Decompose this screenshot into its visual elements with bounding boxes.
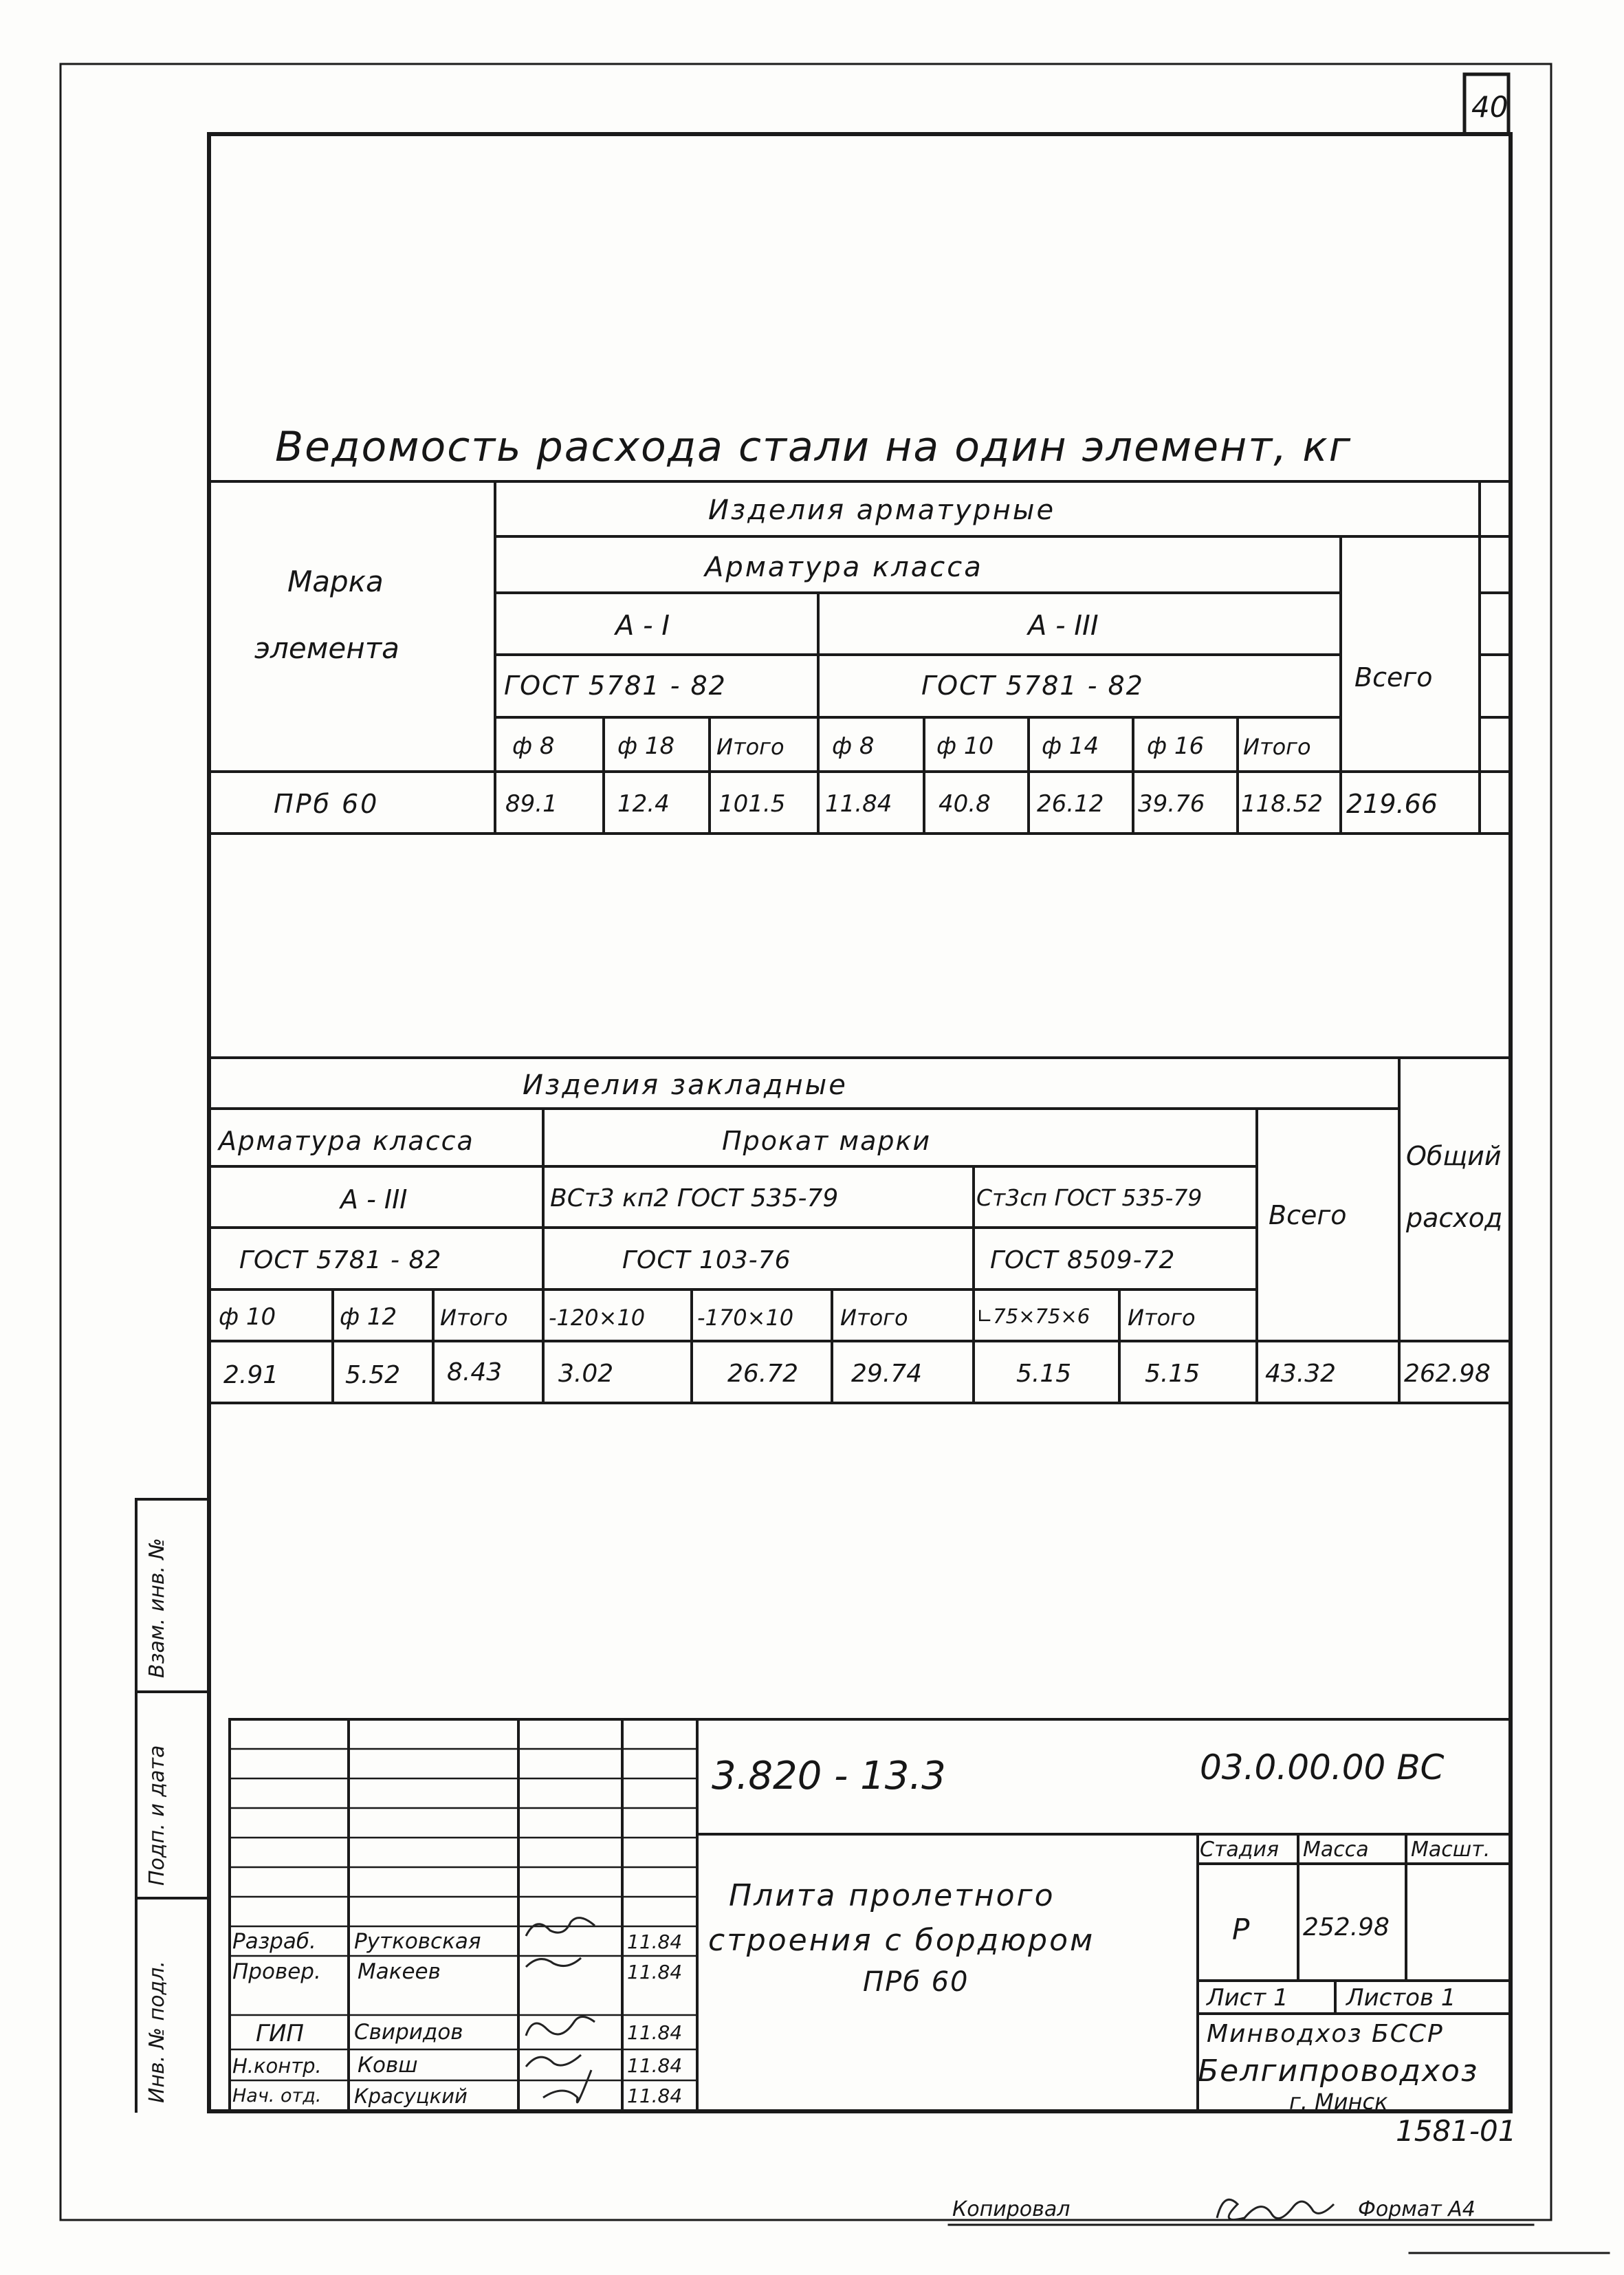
title-line3: ПРб 60: [863, 1966, 969, 1998]
name-developer: Рутковская: [354, 1929, 481, 1954]
size-plate-120: -120×10: [549, 1305, 646, 1331]
date-developer: 11.84: [627, 1930, 683, 1953]
name-dept-head: Красуцкий: [354, 2084, 468, 2108]
name-norm-control: Ковш: [358, 2053, 418, 2078]
size-a3-d14: ф 14: [1042, 732, 1099, 760]
value-a3-d10: 40.8: [939, 790, 991, 818]
value-angle: 5.15: [1016, 1360, 1072, 1388]
name-checker: Макеев: [358, 1959, 441, 1984]
title-line2: строения с бордюром: [708, 1923, 1095, 1958]
value-angle-subtotal: 5.15: [1145, 1360, 1200, 1388]
stage-value: Р: [1232, 1913, 1250, 1946]
gost-8509-72: ГОСТ 8509-72: [990, 1246, 1176, 1274]
role-developer: Разраб.: [232, 1929, 316, 1954]
class-a1-label: А - I: [615, 610, 670, 642]
date-chief-engineer: 11.84: [627, 2021, 683, 2044]
rolled-steel-header: Прокат марки: [722, 1126, 932, 1156]
role-chief-engineer: ГИП: [256, 2020, 304, 2047]
size-angle-subtotal: Итого: [1128, 1305, 1196, 1331]
date-norm-control: 11.84: [627, 2054, 683, 2077]
size-angle: ∟75×75×6: [976, 1305, 1090, 1328]
org-institute: Белгипроводхоз: [1198, 2054, 1479, 2089]
value-a3-d14: 26.12: [1037, 790, 1104, 818]
value-emb-d12: 5.52: [345, 1361, 401, 1389]
doc-number: 3.820 - 13.3: [712, 1754, 946, 1798]
size-a1-subtotal: Итого: [716, 734, 784, 760]
org-ministry: Минводхоз БССР: [1207, 2020, 1444, 2048]
rebar-total-label: Всего: [1354, 662, 1433, 693]
value-a3-subtotal: 118.52: [1241, 790, 1323, 818]
page-number: 40: [1471, 90, 1508, 124]
stamp-replaced-inventory: Взам. инв. №: [145, 1538, 169, 1678]
date-dept-head: 11.84: [627, 2084, 683, 2107]
gost-103-76: ГОСТ 103-76: [622, 1246, 791, 1274]
date-checker: 11.84: [627, 1961, 683, 1983]
size-a1-d8: ф 8: [512, 732, 555, 760]
rebar-total-value: 219.66: [1346, 789, 1438, 819]
mark-label-line1: Марка: [287, 565, 384, 598]
size-a3-d8: ф 8: [832, 732, 875, 760]
size-a1-d18: ф 18: [617, 732, 675, 760]
embedded-class-a3: А - III: [340, 1184, 408, 1215]
value-a1-subtotal: 101.5: [718, 790, 786, 818]
archive-number: 1581-01: [1396, 2114, 1517, 2148]
rebar-class-header: Арматура класса: [705, 552, 983, 583]
format-label: Формат А4: [1358, 2197, 1475, 2221]
gost-a3: ГОСТ 5781 - 82: [921, 671, 1144, 701]
gost-a1: ГОСТ 5781 - 82: [504, 671, 727, 701]
size-a3-subtotal: Итого: [1243, 734, 1311, 760]
doc-code: 03.0.00.00 ВС: [1200, 1748, 1445, 1787]
general-label-line1: Общий: [1406, 1141, 1502, 1171]
embedded-total-label: Всего: [1269, 1200, 1347, 1230]
size-emb-d10: ф 10: [219, 1303, 276, 1331]
embedded-group-header: Изделия закладные: [523, 1069, 848, 1101]
title-line1: Плита пролетного: [729, 1878, 1055, 1913]
mass-label: Масса: [1303, 1838, 1369, 1862]
size-a3-d10: ф 10: [936, 732, 994, 760]
copied-by-label: Копировал: [952, 2197, 1071, 2221]
class-a3-label: А - III: [1028, 610, 1099, 642]
value-emb-subtotal: 8.43: [447, 1358, 503, 1386]
steel-grade-2: Ст3сп ГОСТ 535-79: [976, 1184, 1203, 1211]
steel-grade-1: ВСт3 кп2 ГОСТ 535-79: [550, 1184, 839, 1212]
general-total-value: 262.98: [1404, 1360, 1491, 1388]
value-a3-d16: 39.76: [1138, 790, 1205, 818]
size-a3-d16: ф 16: [1147, 732, 1205, 760]
mass-value: 252.98: [1303, 1913, 1390, 1941]
element-mark: ПРб 60: [274, 789, 380, 819]
value-emb-d10: 2.91: [223, 1361, 279, 1389]
org-city: г. Минск: [1289, 2089, 1388, 2115]
embedded-gost-a3: ГОСТ 5781 - 82: [239, 1246, 442, 1274]
value-plate-170: 26.72: [727, 1360, 799, 1388]
size-plate-170: -170×10: [697, 1305, 794, 1331]
value-a1-d18: 12.4: [617, 790, 670, 818]
role-checker: Провер.: [232, 1959, 321, 1984]
value-plate-120: 3.02: [558, 1360, 614, 1388]
role-norm-control: Н.контр.: [232, 2054, 322, 2078]
size-plate-subtotal: Итого: [840, 1305, 908, 1331]
rebar-group-header: Изделия арматурные: [708, 494, 1056, 526]
scale-label: Масшт.: [1411, 1838, 1491, 1862]
role-dept-head: Нач. отд.: [232, 2085, 322, 2107]
sheet-label: Лист 1: [1207, 1984, 1288, 2012]
mark-label-line2: элемента: [254, 631, 399, 665]
stage-label: Стадия: [1200, 1838, 1280, 1862]
value-a3-d8: 11.84: [825, 790, 892, 818]
value-a1-d8: 89.1: [505, 790, 558, 818]
sheet-heading: Ведомость расхода стали на один элемент, кг: [275, 423, 1352, 471]
general-label-line2: расход: [1406, 1203, 1503, 1233]
name-chief-engineer: Свиридов: [354, 2020, 463, 2045]
sheets-label: Листов 1: [1346, 1984, 1456, 2012]
stamp-original-inventory: Инв. № подл.: [145, 1961, 169, 2103]
embedded-total-value: 43.32: [1265, 1360, 1337, 1388]
embedded-class-header: Арматура класса: [219, 1126, 474, 1156]
stamp-signature-date: Подп. и дата: [145, 1745, 169, 1886]
value-plate-subtotal: 29.74: [851, 1360, 923, 1388]
size-emb-subtotal: Итого: [440, 1305, 508, 1331]
size-emb-d12: ф 12: [340, 1303, 397, 1331]
